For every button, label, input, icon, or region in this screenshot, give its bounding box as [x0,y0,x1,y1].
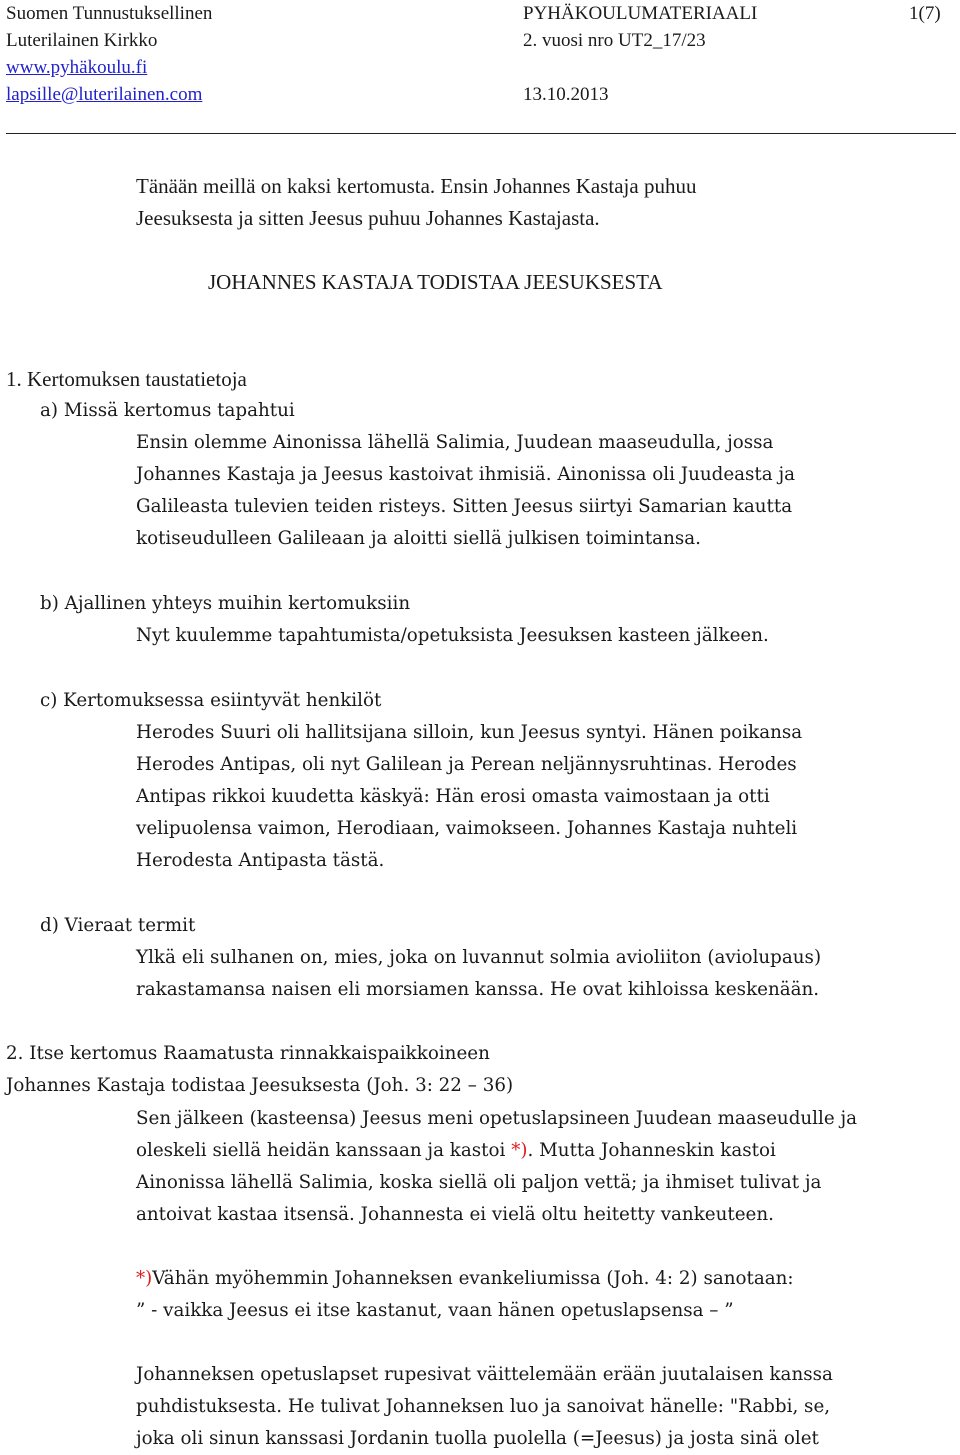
intro-line-2: Jeesuksesta ja sitten Jeesus puhuu Johannes Kastajasta. [136,206,600,230]
section1-c-line: Herodes Antipas, oli nyt Galilean ja Perean neljännysruhtinas. Herodes [136,754,797,775]
section1-c-line: Herodes Suuri oli hallitsijana silloin, kun Jeesus syntyi. Hänen poikansa [136,722,803,743]
story-title: JOHANNES KASTAJA TODISTAA JEESUKSESTA [208,270,663,294]
section1-d-heading: d) Vieraat termit [40,915,196,936]
section1-a-line: Johannes Kastaja ja Jeesus kastoivat ihmisiä. Ainonissa oli Juudeasta ja [136,464,796,485]
org-name-line1: Suomen Tunnustuksellinen [6,3,213,24]
scripture-line-with-footnote [136,1135,776,1167]
scripture-line: joka oli sinun kanssasi Jordanin tuolla puolella (=Jeesus) ja josta sinä olet [136,1428,819,1449]
footnote-marker: *) [511,1140,528,1161]
section1-c-line: Herodesta Antipasta tästä. [136,850,385,871]
doc-code: 2. vuosi nro UT2_17/23 [523,30,706,51]
doc-blank [523,54,757,81]
scripture-line: Johanneksen opetuslapset rupesivat väittelemään erään juutalaisen kanssa [136,1364,833,1385]
footnote-text: Vähän myöhemmin Johanneksen evankeliumissa (Joh. 4: 2) sanotaan: [152,1268,794,1289]
footnote-line [136,1263,794,1295]
scripture-line: Sen jälkeen (kasteensa) Jeesus meni opetuslapsineen Juudean maaseudulle ja [136,1108,858,1129]
section1-b-line: Nyt kuulemme tapahtumista/opetuksista Jeesuksen kasteen jälkeen. [136,625,769,646]
intro-line-1: Tänään meillä on kaksi kertomusta. Ensin Johannes Kastaja puhuu [136,174,697,198]
scripture-line: puhdistuksesta. He tulivat Johanneksen luo ja sanoivat hänelle: "Rabbi, se, [136,1396,831,1417]
footnote-quote: ” - vaikka Jeesus ei itse kastanut, vaan hänen opetuslapsensa – ” [136,1300,734,1321]
section1-a-line: kotiseudulleen Galileaan ja aloitti siellä julkisen toimintansa. [136,528,701,549]
section1-d-line: rakastamansa naisen eli morsiamen kanssa. He ovat kihloissa keskenään. [136,979,820,1000]
scripture-line: Ainonissa lähellä Salimia, koska siellä oli paljon vettä; ja ihmiset tulivat ja [136,1172,822,1193]
website-link[interactable]: www.pyhäkoulu.fi [6,57,148,78]
section1-heading: 1. Kertomuksen taustatietoja [6,367,247,391]
footnote-marker: *) [136,1268,153,1289]
scripture-text: oleskeli siellä heidän kanssaan ja kastoi [136,1140,512,1161]
email-link[interactable]: lapsille@luterilainen.com [6,84,203,105]
section1-c-heading: c) Kertomuksessa esiintyvät henkilöt [40,690,382,711]
section2-subheading: Johannes Kastaja todistaa Jeesuksesta (Joh. 3: 22 – 36) [6,1075,514,1096]
header-document-info [523,0,757,108]
page-number: 1(7) [909,3,941,24]
doc-date: 13.10.2013 [523,84,609,105]
section1-b-heading: b) Ajallinen yhteys muihin kertomuksiin [40,593,411,614]
section1-a-heading: a) Missä kertomus tapahtui [40,400,295,421]
header-organization [6,0,212,108]
scripture-line: antoivat kastaa itsensä. Johannesta ei vielä oltu heitetty vankeuteen. [136,1204,774,1225]
section1-c-line: Antipas rikkoi kuudetta käskyä: Hän erosi omasta vaimostaan ja otti [136,786,770,807]
org-name-line2: Luterilainen Kirkko [6,30,158,51]
section1-a-line: Ensin olemme Ainonissa lähellä Salimia, Juudean maaseudulla, jossa [136,432,774,453]
scripture-text: . Mutta Johanneskin kastoi [527,1140,776,1161]
section1-a-line: Galileasta tulevien teiden risteys. Sitten Jeesus siirtyi Samarian kautta [136,496,793,517]
doc-title: PYHÄKOULUMATERIAALI [523,3,758,24]
section2-heading: 2. Itse kertomus Raamatusta rinnakkaispaikkoineen [6,1043,490,1064]
section1-d-line: Ylkä eli sulhanen on, mies, joka on luvannut solmia avioliiton (aviolupaus) [136,947,822,968]
header-divider [6,133,956,134]
section1-c-line: velipuolensa vaimon, Herodiaan, vaimokseen. Johannes Kastaja nuhteli [136,818,798,839]
